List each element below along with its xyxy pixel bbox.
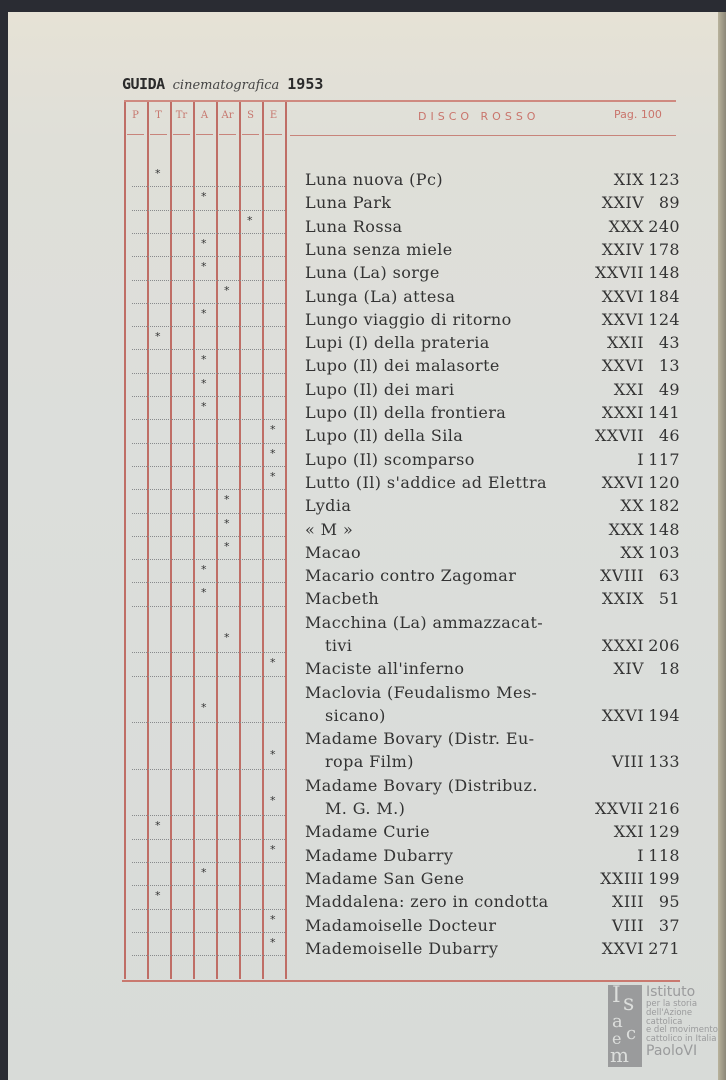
film-entry <box>305 215 680 238</box>
row-leader-dots <box>132 419 285 420</box>
film-title-continuation: ropa Film) <box>325 752 414 772</box>
film-title-continuation: tivi <box>325 635 353 655</box>
row-leader-dots <box>132 932 285 933</box>
title-header-underline <box>290 135 676 136</box>
volume-page-reference <box>614 657 680 680</box>
page-reference: 182 <box>648 496 680 516</box>
film-title: Lupo (Il) dei mari <box>305 379 455 399</box>
watermark-line: Istituto <box>646 984 696 1000</box>
volume-number: I <box>637 449 644 469</box>
film-entry <box>305 494 680 517</box>
rating-star-icon: * <box>201 236 207 250</box>
volume-number: XXXI <box>601 403 644 422</box>
row-leader-dots <box>132 233 285 234</box>
column-header: Tr <box>175 110 188 121</box>
volume-number: I <box>637 845 644 865</box>
watermark-line: cattolico in Italia <box>646 1034 717 1045</box>
page-reference: 141 <box>648 403 680 422</box>
volume-page-reference <box>612 750 680 773</box>
film-entry <box>305 518 680 541</box>
rating-star-icon: * <box>270 794 276 808</box>
column-header-underline <box>127 134 144 135</box>
film-title: Macario contro Zagomar <box>305 566 517 586</box>
film-entry <box>305 611 680 657</box>
row-leader-dots <box>132 955 285 956</box>
watermark-logo <box>608 985 642 1067</box>
rating-star-icon: * <box>201 586 207 600</box>
row-leader-dots <box>132 256 285 257</box>
rating-star-icon: * <box>270 446 276 460</box>
page-reference: 240 <box>648 216 680 236</box>
page-reference: 117 <box>648 449 680 469</box>
rating-star-icon: * <box>201 400 207 413</box>
film-entry <box>305 285 680 308</box>
running-header <box>122 75 323 93</box>
volume-page-reference <box>602 704 680 727</box>
row-leader-dots <box>132 885 285 886</box>
watermark-line: e del movimento <box>646 1025 718 1036</box>
page-reference: 123 <box>648 170 680 189</box>
volume-number: VIII <box>611 915 644 935</box>
film-entry <box>305 867 680 890</box>
volume-page-reference <box>602 308 680 331</box>
film-title: Macchina (La) ammazzacat- <box>305 612 544 632</box>
film-title: Madamoiselle Docteur <box>305 915 497 935</box>
rating-star-icon: * <box>201 353 207 367</box>
volume-page-reference <box>620 494 680 517</box>
film-entry <box>305 378 680 401</box>
volume-page-reference <box>602 238 680 261</box>
column-divider <box>285 102 287 979</box>
row-leader-dots <box>132 186 285 187</box>
page-reference: 49 <box>658 379 680 399</box>
column-header: Ar <box>221 110 234 121</box>
volume-page-reference <box>602 191 680 214</box>
page-reference: 46 <box>658 426 680 446</box>
header-subtitle: cinematografica <box>172 78 280 93</box>
film-title: Lydia <box>305 496 352 516</box>
column-header: T <box>155 110 162 121</box>
page-reference: 95 <box>658 892 680 912</box>
row-leader-dots <box>132 676 285 677</box>
film-entry <box>305 657 680 680</box>
film-entry <box>305 401 680 424</box>
film-title: Madame Dubarry <box>305 845 454 865</box>
rating-star-icon: * <box>270 656 276 670</box>
page-reference: 129 <box>648 822 680 842</box>
header-year: 1953 <box>287 75 324 93</box>
rating-star-icon: * <box>270 469 276 483</box>
volume-page-reference <box>600 564 680 587</box>
page-edge <box>718 12 726 1080</box>
film-title: « M » <box>305 519 354 539</box>
row-leader-dots <box>132 722 285 723</box>
volume-number: XXVI <box>601 309 644 329</box>
rating-star-icon: * <box>224 631 230 644</box>
film-title: Lupo (Il) della Sila <box>305 426 464 446</box>
page-reference: 118 <box>648 845 680 865</box>
section-title: DISCO ROSSO <box>418 110 540 123</box>
film-entry <box>305 541 680 564</box>
volume-number: XXXI <box>601 635 644 655</box>
page-reference: 43 <box>658 333 680 353</box>
rating-star-icon: * <box>224 493 230 507</box>
volume-number: XVIII <box>600 566 644 586</box>
film-title: Macbeth <box>305 589 380 609</box>
volume-number: XXVI <box>601 705 644 725</box>
film-entry <box>305 587 680 610</box>
column-header: E <box>269 110 278 121</box>
row-leader-dots <box>132 559 285 560</box>
volume-page-reference <box>612 914 680 937</box>
rating-star-icon: * <box>270 912 276 926</box>
volume-page-reference <box>614 378 680 401</box>
header-brand: GUIDA <box>122 75 165 93</box>
film-title: Luna Park <box>305 193 392 213</box>
volume-page-reference <box>609 215 680 238</box>
rating-star-icon: * <box>155 330 161 344</box>
page-reference: 37 <box>658 915 680 935</box>
volume-number: XXI <box>613 822 644 842</box>
film-entry <box>305 261 680 284</box>
row-leader-dots <box>132 606 285 607</box>
film-entry <box>305 937 680 960</box>
film-title: Macao <box>305 542 362 562</box>
rating-star-icon: * <box>201 700 207 714</box>
page-reference: 148 <box>648 519 680 539</box>
rating-star-icon: * <box>247 213 253 227</box>
volume-number: XXIII <box>600 869 644 888</box>
row-leader-dots <box>132 303 285 304</box>
page-reference: 184 <box>648 286 680 306</box>
film-title: Maciste all'inferno <box>305 659 465 679</box>
row-leader-dots <box>132 839 285 840</box>
row-leader-dots <box>132 815 285 816</box>
volume-number: XXIV <box>601 239 644 259</box>
film-entry <box>305 424 680 447</box>
page-reference: 103 <box>648 542 680 562</box>
film-title: Mademoiselle Dubarry <box>305 938 499 958</box>
film-title: Lungo viaggio di ritorno <box>305 309 512 329</box>
page-reference: 18 <box>658 659 680 679</box>
volume-number: XXVI <box>601 938 644 958</box>
row-leader-dots <box>132 396 285 397</box>
rating-star-icon: * <box>224 283 230 297</box>
film-entry <box>305 844 680 867</box>
volume-page-reference <box>602 401 680 424</box>
logo-letter: c <box>626 1023 637 1044</box>
column-header-underline <box>265 134 282 135</box>
rating-star-icon: * <box>201 866 207 879</box>
film-title: Maclovia (Feudalismo Mes- <box>305 682 538 702</box>
film-title: Lupo (Il) dei malasorte <box>305 356 500 376</box>
film-title: Maddalena: zero in condotta <box>305 892 549 912</box>
film-title: Lutto (Il) s'addice ad Elettra <box>305 472 547 492</box>
volume-page-reference <box>602 285 680 308</box>
film-entry <box>305 168 680 191</box>
film-entry <box>305 331 680 354</box>
watermark-line: PaoloVI <box>646 1043 698 1060</box>
film-entry <box>305 238 680 261</box>
film-title: Lunga (La) attesa <box>305 286 456 306</box>
page-reference: 120 <box>648 472 680 492</box>
film-title: Madame Bovary (Distribuz. <box>305 775 538 795</box>
volume-page-reference <box>595 797 680 820</box>
page-reference: 199 <box>648 869 680 888</box>
row-leader-dots <box>132 582 285 583</box>
row-leader-dots <box>132 443 285 444</box>
rating-star-icon: * <box>201 306 207 320</box>
film-title: Lupo (Il) scomparso <box>305 449 475 469</box>
page-reference: 178 <box>648 239 680 259</box>
rating-star-icon: * <box>270 935 276 949</box>
film-title: Madame Curie <box>305 822 431 842</box>
volume-number: XXVI <box>601 356 644 376</box>
film-entry <box>305 820 680 843</box>
volume-number: XXVI <box>601 472 644 492</box>
film-entry <box>305 191 680 214</box>
rating-star-icon: * <box>201 190 207 204</box>
volume-number: VIII <box>611 752 644 772</box>
logo-letter: a <box>612 1011 623 1032</box>
volume-page-reference <box>602 471 680 494</box>
rating-star-icon: * <box>155 889 161 903</box>
rating-star-icon: * <box>224 539 230 553</box>
watermark-text <box>646 985 720 1059</box>
film-entry <box>305 471 680 494</box>
column-header-underline <box>150 134 167 135</box>
institute-watermark <box>608 985 720 1070</box>
film-title: Madame San Gene <box>305 869 465 888</box>
row-leader-dots <box>132 536 285 537</box>
film-title: Lupo (Il) della frontiera <box>305 403 507 422</box>
watermark-line: dell'Azione cattolica <box>646 1007 693 1027</box>
page-reference: 51 <box>658 589 680 609</box>
film-entry <box>305 774 680 820</box>
volume-page-reference <box>602 587 680 610</box>
row-leader-dots <box>132 489 285 490</box>
volume-page-reference <box>602 354 680 377</box>
column-divider <box>124 102 126 979</box>
row-leader-dots <box>132 466 285 467</box>
row-leader-dots <box>132 652 285 653</box>
row-leader-dots <box>132 349 285 350</box>
volume-number: XXVII <box>595 798 644 818</box>
row-leader-dots <box>132 513 285 514</box>
film-title-continuation: sicano) <box>325 705 386 725</box>
column-header-underline <box>173 134 190 135</box>
film-entry <box>305 914 680 937</box>
row-leader-dots <box>132 862 285 863</box>
rating-star-icon: * <box>201 260 207 274</box>
row-leader-dots <box>132 769 285 770</box>
film-title: Luna (La) sorge <box>305 263 440 283</box>
page-reference: 89 <box>658 193 680 213</box>
film-title-continuation: M. G. M.) <box>325 798 406 818</box>
volume-number: XX <box>620 496 644 516</box>
film-entry <box>305 890 680 913</box>
rating-star-icon: * <box>201 376 207 390</box>
film-title: Luna Rossa <box>305 216 403 236</box>
film-title: Luna nuova (Pc) <box>305 170 443 189</box>
page-reference: 13 <box>658 356 680 376</box>
rating-star-icon: * <box>224 516 230 530</box>
volume-page-reference <box>595 424 680 447</box>
volume-number: XIX <box>613 170 644 189</box>
film-entry <box>305 727 680 773</box>
volume-page-reference <box>620 541 680 564</box>
column-header: S <box>247 110 254 121</box>
rating-star-icon: * <box>270 842 276 856</box>
column-header-underline <box>196 134 213 135</box>
volume-number: XXVII <box>595 263 644 283</box>
film-title: Luna senza miele <box>305 239 453 259</box>
page-reference: 63 <box>658 566 680 586</box>
volume-number: XXX <box>608 216 644 236</box>
rating-star-icon: * <box>270 747 276 761</box>
volume-number: XXI <box>613 379 644 399</box>
volume-page-reference <box>614 168 680 191</box>
volume-page-reference <box>609 518 680 541</box>
rating-star-icon: * <box>155 167 161 180</box>
row-leader-dots <box>132 373 285 374</box>
rating-star-icon: * <box>155 819 161 833</box>
page-reference: 216 <box>648 798 680 818</box>
volume-page-reference <box>637 448 680 471</box>
volume-page-reference <box>602 634 680 657</box>
page-number: Pag. 100 <box>614 108 662 121</box>
film-entry <box>305 448 680 471</box>
page-reference: 271 <box>648 938 680 958</box>
page-reference: 148 <box>648 263 680 283</box>
volume-page-reference <box>600 867 680 890</box>
column-header-underline <box>219 134 236 135</box>
row-leader-dots <box>132 210 285 211</box>
row-leader-dots <box>132 280 285 281</box>
volume-number: XXIX <box>601 589 644 609</box>
film-title: Madame Bovary (Distr. Eu- <box>305 729 535 749</box>
volume-number: XXX <box>608 519 644 539</box>
film-title: Lupi (I) della prateria <box>305 333 490 353</box>
film-entry <box>305 308 680 331</box>
column-header: A <box>200 110 209 121</box>
film-entry <box>305 681 680 727</box>
column-header-underline <box>242 134 259 135</box>
volume-page-reference <box>602 937 680 960</box>
volume-page-reference <box>595 261 680 284</box>
volume-page-reference <box>612 890 680 913</box>
volume-number: XXII <box>606 333 644 353</box>
rating-star-icon: * <box>270 423 276 437</box>
page-reference: 124 <box>648 309 680 329</box>
page-reference: 206 <box>648 635 680 655</box>
volume-number: XXVII <box>595 426 644 446</box>
volume-page-reference <box>607 331 680 354</box>
volume-number: XX <box>620 542 644 562</box>
column-header: P <box>132 110 139 121</box>
volume-number: XIV <box>613 659 644 679</box>
volume-number: XIII <box>612 892 644 912</box>
bottom-rule <box>122 980 680 982</box>
film-entry <box>305 354 680 377</box>
logo-letter: I <box>612 983 621 1008</box>
volume-page-reference <box>614 820 680 843</box>
rating-star-icon: * <box>201 563 207 577</box>
volume-number: XXIV <box>601 193 644 213</box>
page-reference: 194 <box>648 705 680 725</box>
row-leader-dots <box>132 909 285 910</box>
volume-number: XXVI <box>601 286 644 306</box>
logo-letter: e <box>612 1029 622 1048</box>
page-reference: 133 <box>648 752 680 772</box>
logo-letter: s <box>623 991 635 1016</box>
film-entry <box>305 564 680 587</box>
volume-page-reference <box>637 844 680 867</box>
row-leader-dots <box>132 326 285 327</box>
watermark-line: per la storia <box>646 998 698 1009</box>
logo-letter: m <box>610 1043 629 1067</box>
